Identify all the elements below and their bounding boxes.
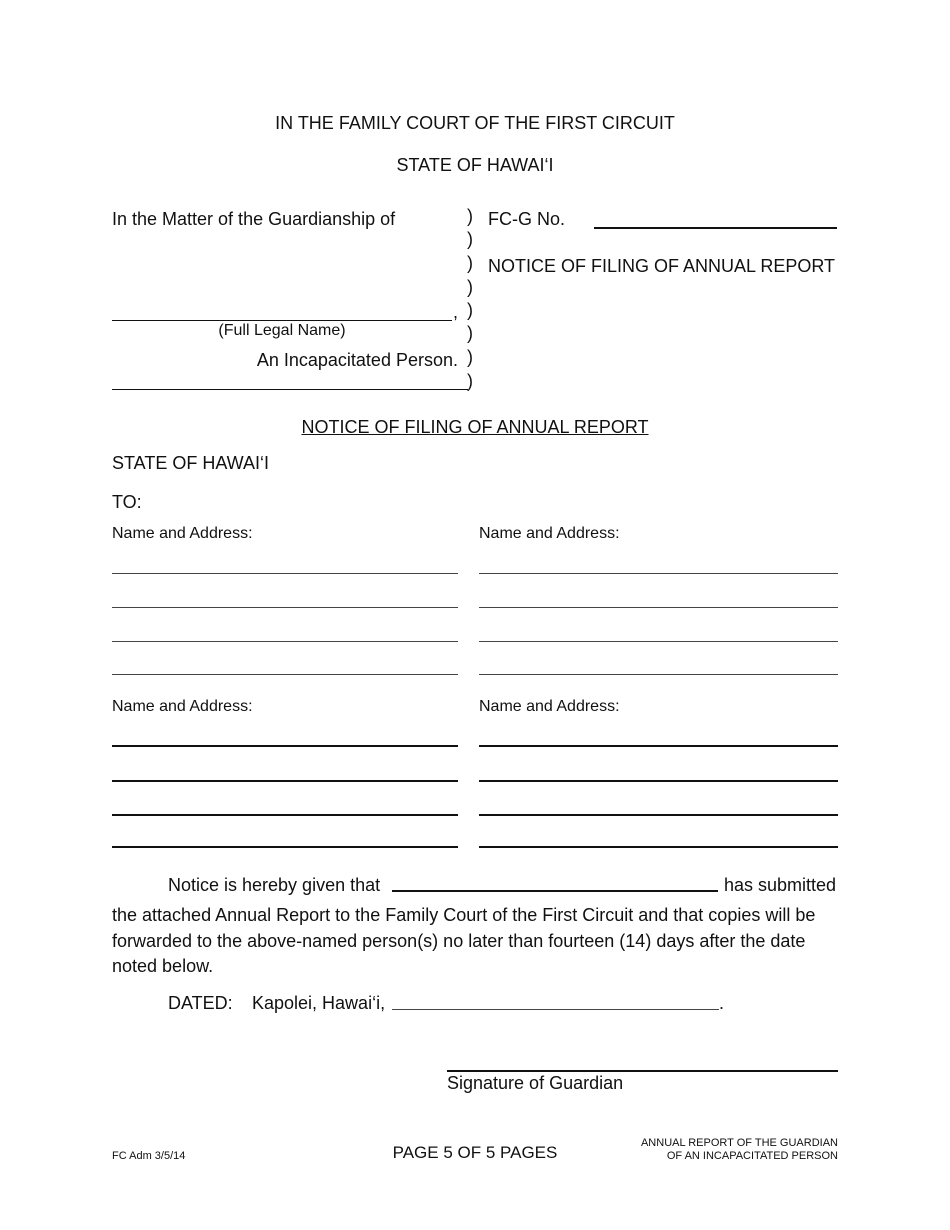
signature-label: Signature of Guardian — [447, 1073, 624, 1093]
caption-document-title: NOTICE OF FILING OF ANNUAL REPORT — [488, 256, 836, 276]
form-id: FC Adm 3/5/14 — [112, 1150, 186, 1162]
body-state-label: STATE OF HAWAI‘I — [112, 453, 269, 473]
page-number: PAGE 5 OF 5 PAGES — [392, 1143, 558, 1162]
full-legal-name-label: (Full Legal Name) — [218, 322, 346, 339]
name-address-label: Name and Address: — [479, 698, 620, 715]
dated-period: . — [719, 993, 725, 1013]
address-line-field[interactable] — [479, 674, 838, 675]
case-number-label: FC-G No. — [488, 209, 566, 229]
dated-label: DATED: — [168, 993, 233, 1013]
address-line-field[interactable] — [112, 607, 458, 608]
state-heading: STATE OF HAWAI‘I — [396, 155, 554, 175]
court-heading: IN THE FAMILY COURT OF THE FIRST CIRCUIT — [275, 113, 675, 133]
caption-paren: ) — [467, 323, 473, 343]
address-line-field[interactable] — [479, 641, 838, 642]
address-line-field[interactable] — [112, 814, 458, 816]
name-address-label: Name and Address: — [112, 525, 253, 542]
notice-submitted: has submitted — [724, 875, 837, 895]
name-comma: , — [453, 302, 459, 322]
address-line-field[interactable] — [112, 641, 458, 642]
footer-form-title — [560, 1137, 838, 1163]
address-line-field[interactable] — [479, 607, 838, 608]
address-line-field[interactable] — [112, 846, 458, 848]
address-line-field[interactable] — [112, 674, 458, 675]
address-line-field[interactable] — [479, 846, 838, 848]
caption-paren: ) — [467, 253, 473, 273]
address-line-field[interactable] — [479, 573, 838, 574]
caption-bottom-rule — [112, 389, 468, 390]
full-legal-name-field[interactable] — [112, 320, 452, 321]
footer-title-line-1: ANNUAL REPORT OF THE GUARDIAN — [640, 1137, 838, 1149]
caption-paren: ) — [467, 371, 473, 391]
address-line-field[interactable] — [479, 814, 838, 816]
notice-intro: Notice is hereby given that — [168, 875, 381, 895]
notice-line-3: forwarded to the above-named person(s) no later than fourteen (14) days after the date — [112, 931, 806, 951]
notice-title: NOTICE OF FILING OF ANNUAL REPORT — [301, 417, 649, 437]
name-address-label: Name and Address: — [112, 698, 253, 715]
guardian-name-field[interactable] — [392, 890, 718, 892]
caption-paren: ) — [467, 347, 473, 367]
notice-line-2: the attached Annual Report to the Family Court of the First Circuit and that copies will be — [112, 905, 816, 925]
dated-place: Kapolei, Hawai‘i, — [252, 993, 386, 1013]
address-line-field[interactable] — [479, 780, 838, 782]
footer-title-line-2: OF AN INCAPACITATED PERSON — [666, 1150, 838, 1162]
address-line-field[interactable] — [112, 745, 458, 747]
date-field[interactable] — [392, 1009, 719, 1010]
address-line-field[interactable] — [112, 780, 458, 782]
notice-line-4: noted below. — [112, 956, 214, 976]
caption-paren: ) — [467, 206, 473, 226]
address-line-field[interactable] — [479, 745, 838, 747]
matter-label: In the Matter of the Guardianship of — [112, 209, 396, 229]
incapacitated-label: An Incapacitated Person. — [256, 350, 458, 370]
to-label: TO: — [112, 492, 142, 512]
caption-paren: ) — [467, 277, 473, 297]
case-number-field[interactable] — [594, 207, 837, 229]
name-address-label: Name and Address: — [479, 525, 620, 542]
caption-paren: ) — [467, 300, 473, 320]
signature-field[interactable] — [447, 1070, 838, 1072]
caption-paren: ) — [467, 229, 473, 249]
address-line-field[interactable] — [112, 573, 458, 574]
